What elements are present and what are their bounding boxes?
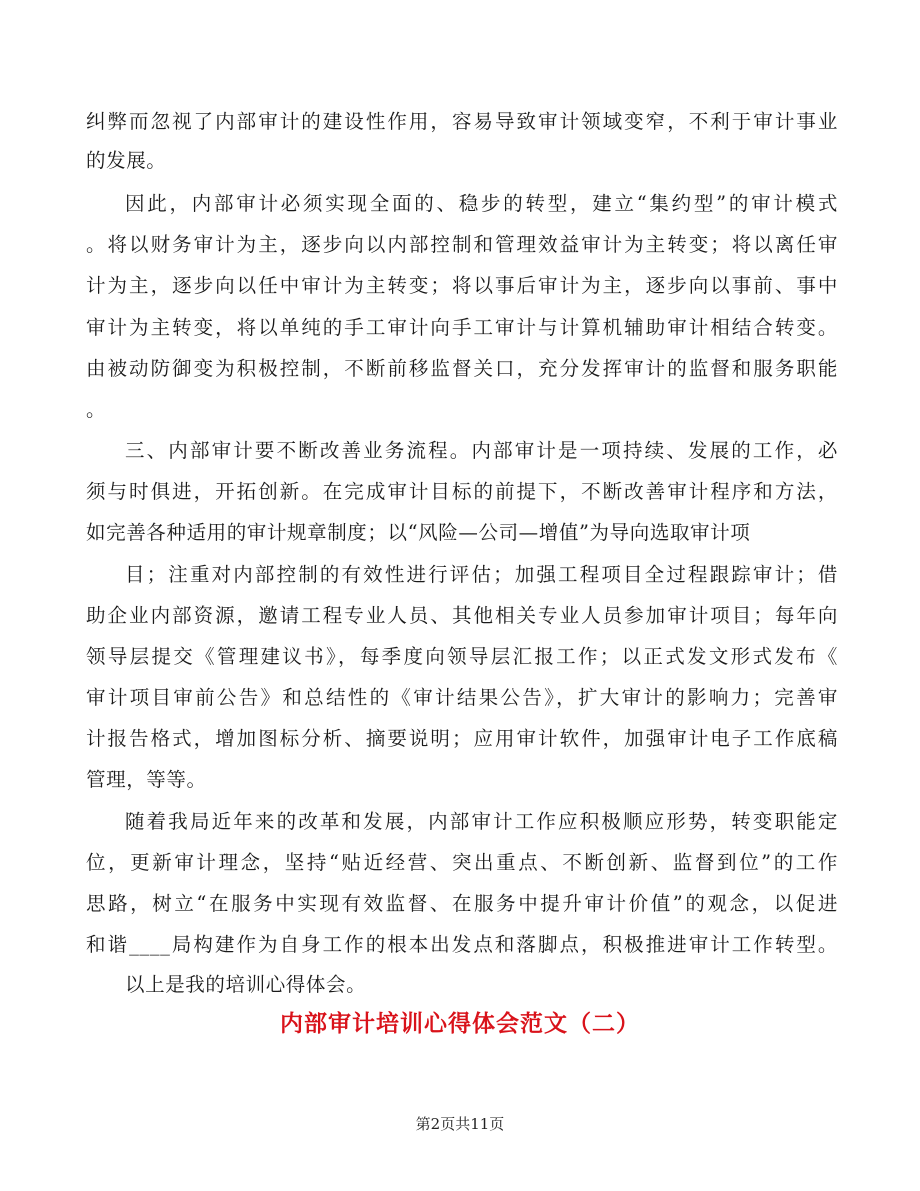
paragraph-6-line-1: 以上是我的培训心得体会。 xyxy=(125,973,367,996)
paragraph-2-line-1: 因此，内部审计必须实现全面的、稳步的转型，建立“集约型”的审计模式 xyxy=(125,192,838,215)
paragraph-2-line-2: 。将以财务审计为主，逐步向以内部控制和管理效益审计为主转变；将以离任审 xyxy=(86,233,838,256)
page-footer: 第2页共11页 xyxy=(415,1115,505,1133)
paragraph-5-line-2: 位，更新审计理念，坚持“贴近经营、突出重点、不断创新、监督到位”的工作 xyxy=(86,851,838,874)
paragraph-5-line-4: 和谐____局构建作为自身工作的根本出发点和落脚点，积极推进审计工作转型。 xyxy=(86,933,838,956)
paragraph-4-line-4: 审计项目审前公告》和总结性的《审计结果公告》，扩大审计的影响力；完善审 xyxy=(86,686,838,709)
paragraph-3-line-3: 如完善各种适用的审计规章制度；以“风险—公司—增值”为导向选取审计项 xyxy=(86,521,751,544)
paragraph-2-line-3: 计为主，逐步向以任中审计为主转变；将以事后审计为主，逐步向以事前、事中 xyxy=(86,274,838,297)
section-title: 内部审计培训心得体会范文（二） xyxy=(280,1010,640,1037)
paragraph-2-line-4: 审计为主转变，将以单纯的手工审计向手工审计与计算机辅助审计相结合转变。 xyxy=(86,316,838,339)
paragraph-2-line-5: 由被动防御变为积极控制，不断前移监督关口，充分发挥审计的监督和服务职能 xyxy=(86,357,838,380)
paragraph-1-line-2: 的发展。 xyxy=(86,149,167,172)
paragraph-4-line-5: 计报告格式，增加图标分析、摘要说明；应用审计软件，加强审计电子工作底稿 xyxy=(86,727,838,750)
paragraph-4-line-2: 助企业内部资源，邀请工程专业人员、其他相关专业人员参加审计项目；每年向 xyxy=(86,604,838,627)
paragraph-4-line-1: 目；注重对内部控制的有效性进行评估；加强工程项目全过程跟踪审计；借 xyxy=(125,563,838,586)
paragraph-4-line-6: 管理，等等。 xyxy=(86,768,207,791)
paragraph-4-line-3: 领导层提交《管理建议书》，每季度向领导层汇报工作；以正式发文形式发布《 xyxy=(86,645,838,668)
paragraph-5-line-3: 思路，树立“在服务中实现有效监督、在服务中提升审计价值”的观念，以促进 xyxy=(86,892,838,915)
paragraph-3-line-2: 须与时俱进，开拓创新。在完成审计目标的前提下，不断改善审计程序和方法， xyxy=(86,480,838,503)
paragraph-3-line-1: 三、内部审计要不断改善业务流程。内部审计是一项持续、发展的工作，必 xyxy=(125,439,838,462)
paragraph-2-line-6: 。 xyxy=(86,398,107,421)
paragraph-5-line-1: 随着我局近年来的改革和发展，内部审计工作应积极顺应形势，转变职能定 xyxy=(125,810,838,833)
paragraph-1-line-1: 纠弊而忽视了内部审计的建设性作用，容易导致审计领域变窄，不利于审计事业 xyxy=(86,110,838,133)
